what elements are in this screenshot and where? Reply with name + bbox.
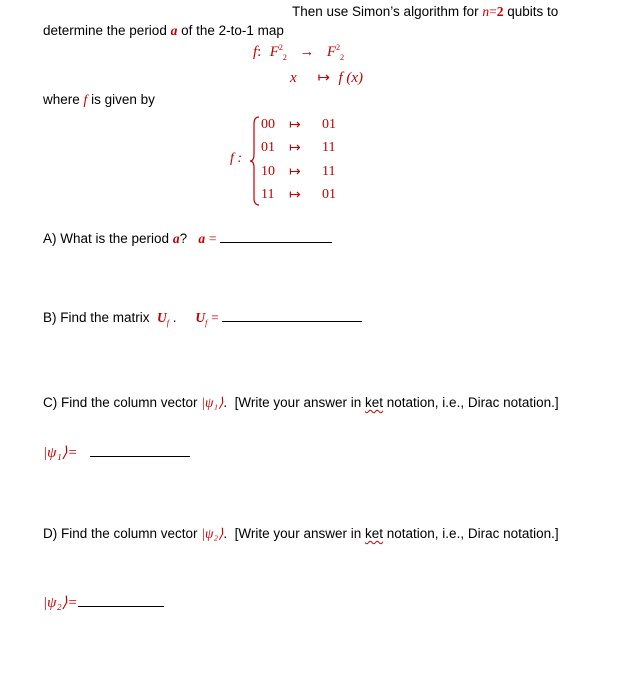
question-d-dot: . xyxy=(223,526,228,541)
answer-a-eq: = xyxy=(208,231,217,246)
intro-line-2 xyxy=(43,23,284,39)
question-a xyxy=(43,231,332,247)
question-b-dot: . xyxy=(172,310,177,325)
answer-b-var: U xyxy=(195,310,206,325)
answer-b-eq: = xyxy=(211,310,219,325)
map-domain-F: F xyxy=(269,44,279,60)
question-c-note-pre: [Write your answer in xyxy=(234,395,362,410)
question-b xyxy=(43,310,362,326)
question-c xyxy=(43,395,559,411)
question-c-ket: |ψ₁⟩ xyxy=(201,395,224,410)
row-2-arrow: ↦ xyxy=(289,165,301,180)
answer-c-ket: |ψ₁⟩= xyxy=(43,445,78,461)
map-rule xyxy=(290,68,363,87)
question-a-qmark: ? xyxy=(179,231,188,246)
question-c-text: C) Find the column vector xyxy=(43,395,198,410)
left-brace-icon xyxy=(250,116,260,206)
row-0-in: 00 xyxy=(261,117,275,132)
map-x: x xyxy=(290,70,297,86)
answer-c-blank[interactable] xyxy=(90,455,190,457)
question-c-note-ket: ket xyxy=(364,395,383,410)
answer-a-blank[interactable] xyxy=(220,241,332,243)
question-b-sub: f xyxy=(166,318,170,328)
question-b-var: U xyxy=(157,310,167,325)
intro-line-1 xyxy=(292,4,558,20)
answer-c xyxy=(43,443,190,462)
map-arrow: → xyxy=(299,44,315,60)
row-1-in: 01 xyxy=(261,140,275,155)
where-suffix: is given by xyxy=(91,92,155,107)
question-d-note-ket: ket xyxy=(364,526,383,541)
question-d-text: D) Find the column vector xyxy=(43,526,198,541)
intro-line-2-prefix: determine the period xyxy=(43,23,167,38)
row-2-out: 11 xyxy=(322,164,336,179)
question-a-text: A) What is the period xyxy=(43,231,170,246)
row-3-out: 01 xyxy=(322,187,336,202)
map-f: f xyxy=(253,44,258,60)
map-mapsto: ↦ xyxy=(317,70,331,86)
map-codomain-F: F xyxy=(326,44,337,60)
map-domain-exp: 2 xyxy=(278,43,283,52)
question-a-var: a xyxy=(172,231,180,246)
answer-b-blank[interactable] xyxy=(222,320,362,322)
question-c-note-post: notation, i.e., Dirac notation.] xyxy=(386,395,559,410)
row-0-out: 01 xyxy=(322,117,336,132)
intro-line-1-suffix: qubits to xyxy=(507,4,559,19)
where-prefix: where xyxy=(43,92,80,107)
row-1-out: 11 xyxy=(322,140,336,155)
question-d xyxy=(43,526,559,542)
answer-b-sub: f xyxy=(205,318,208,328)
map-colon: : xyxy=(257,44,262,60)
a-variable: a xyxy=(170,23,178,38)
map-codomain-exp: 2 xyxy=(336,43,341,52)
question-d-note-post: notation, i.e., Dirac notation.] xyxy=(386,526,559,541)
question-d-ket: |ψ₂⟩ xyxy=(201,526,224,541)
n-variable: n xyxy=(482,4,490,19)
question-d-note-pre: [Write your answer in xyxy=(234,526,362,541)
question-b-text: B) Find the matrix xyxy=(43,310,150,325)
map-signature xyxy=(253,43,344,61)
row-0-arrow: ↦ xyxy=(289,118,301,133)
row-3-arrow: ↦ xyxy=(289,188,301,203)
intro-line-1-prefix: Then use Simon’s algorithm for xyxy=(292,4,479,19)
intro-line-2-suffix: of the 2-to-1 map xyxy=(181,23,284,38)
map-fx: f (x) xyxy=(338,70,364,86)
n-value: 2 xyxy=(496,4,504,19)
where-f: f xyxy=(83,92,88,107)
answer-d-ket: |ψ₂⟩= xyxy=(43,595,78,611)
map-codomain-sub: 2 xyxy=(340,53,345,62)
answer-a-var: a xyxy=(198,231,206,246)
answer-d xyxy=(43,593,164,612)
n-equals: = xyxy=(489,4,497,19)
question-c-dot: . xyxy=(223,395,228,410)
table-label: f : xyxy=(230,151,243,166)
map-domain-sub: 2 xyxy=(282,53,287,62)
row-1-arrow: ↦ xyxy=(289,141,301,156)
where-line xyxy=(43,92,155,108)
answer-d-blank[interactable] xyxy=(78,605,164,607)
row-3-in: 11 xyxy=(261,187,275,202)
row-2-in: 10 xyxy=(261,164,275,179)
